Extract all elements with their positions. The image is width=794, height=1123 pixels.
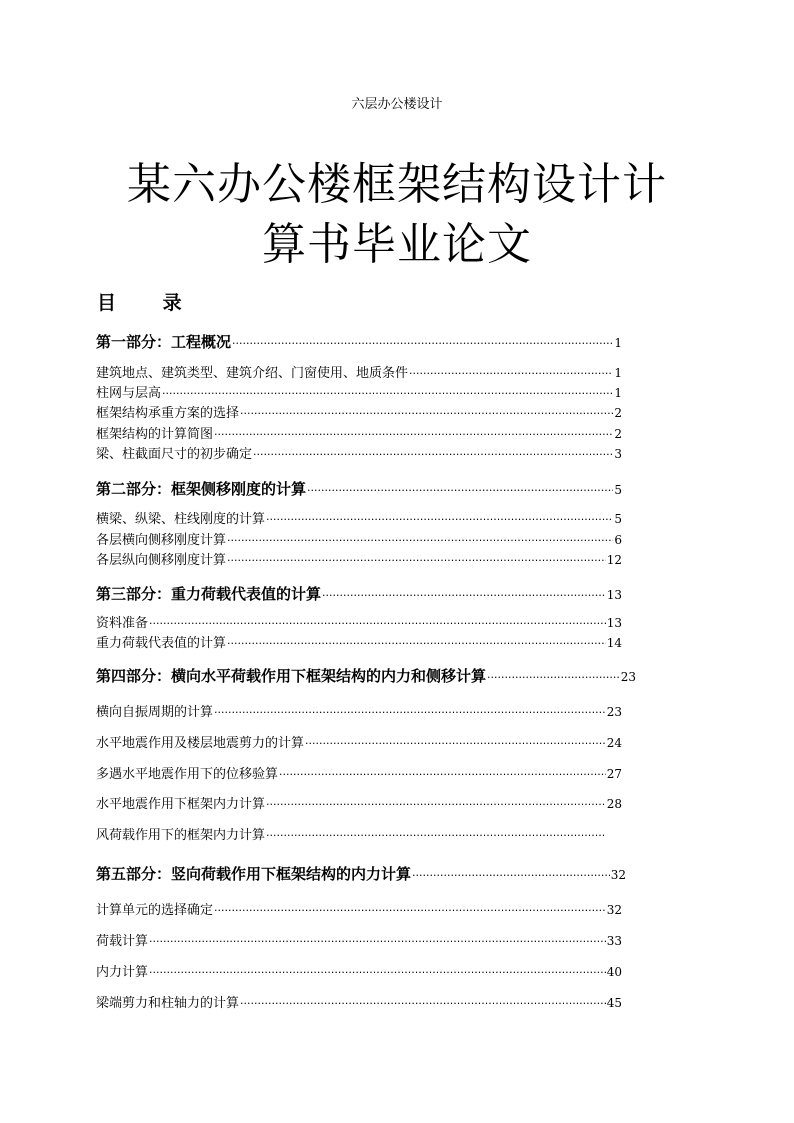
toc-entry-page-number: 45 [606, 996, 622, 1010]
toc-entry-page-number: 24 [606, 736, 622, 750]
toc-entry-label: 建筑地点、建筑类型、建筑介绍、门窗使用、地质条件 [96, 366, 409, 381]
toc-entry [96, 793, 622, 812]
dot-leader [214, 904, 606, 917]
toc-entry-label: 荷载计算 [96, 934, 149, 949]
title-line-2: 算书毕业论文 [262, 219, 532, 270]
toc-entry-page-number: 2 [614, 406, 622, 420]
toc-section-entry [96, 331, 622, 352]
toc-entry-page-number: 28 [606, 797, 622, 811]
dot-leader [149, 966, 606, 979]
toc-entry [96, 443, 622, 462]
toc-entry-label: 资料准备 [96, 616, 149, 631]
dot-leader [240, 407, 613, 420]
toc-entry [96, 632, 622, 651]
dot-leader [322, 589, 606, 602]
dot-leader [307, 484, 613, 497]
toc-entry-page-number: 3 [614, 447, 622, 461]
dot-leader [240, 997, 606, 1010]
toc-entry [96, 732, 622, 751]
toc-entry-page-number: 5 [614, 512, 622, 526]
toc-entry [96, 382, 622, 401]
toc-entry-page-number: 12 [606, 553, 622, 567]
dot-leader [227, 637, 606, 650]
toc-section-entry [96, 665, 636, 686]
toc-entry-page-number: 5 [614, 483, 622, 497]
toc-entry [96, 529, 622, 548]
dot-leader [149, 617, 606, 630]
toc-entry [96, 992, 622, 1011]
toc-entry-label: 第四部分：横向水平荷载作用下框架结构的内力和侧移计算 [96, 667, 487, 685]
dot-leader [227, 554, 606, 567]
toc-entry-label: 风荷载作用下的框架内力计算 [96, 828, 266, 843]
toc-section-entry [96, 863, 626, 884]
toc-entry-page-number: 1 [614, 366, 622, 380]
toc-entry [96, 612, 622, 631]
toc-entry [96, 763, 622, 782]
toc-entry-page-number: 40 [606, 965, 622, 979]
dot-leader [214, 428, 613, 441]
toc-entry-page-number: 2 [614, 427, 622, 441]
toc-section-entry [96, 583, 622, 604]
table-of-contents [96, 0, 636, 1123]
toc-entry [96, 423, 622, 442]
dot-leader [232, 337, 613, 350]
dot-leader [266, 798, 606, 811]
toc-entry-label: 重力荷载代表值的计算 [96, 636, 227, 651]
toc-entry-label: 横梁、纵梁、柱线刚度的计算 [96, 512, 266, 527]
dot-leader [266, 513, 613, 526]
dot-leader [214, 706, 606, 719]
toc-entry-page-number: 27 [606, 767, 622, 781]
toc-entry [96, 402, 622, 421]
dot-leader [279, 768, 606, 781]
toc-entry-page-number: 32 [606, 903, 622, 917]
toc-entry-label: 第二部分：框架侧移刚度的计算 [96, 480, 307, 498]
title-line-1: 某六办公楼框架结构设计计 [127, 159, 667, 210]
toc-entry-page-number: 23 [606, 705, 622, 719]
toc-entry-label: 柱网与层高 [96, 386, 162, 401]
toc-entry [96, 549, 622, 568]
toc-entry-label: 梁端剪力和柱轴力的计算 [96, 996, 240, 1011]
toc-entry-label: 横向自振周期的计算 [96, 705, 214, 720]
dot-leader [253, 448, 613, 461]
toc-entry-label: 第五部分：竖向荷载作用下框架结构的内力计算 [96, 865, 412, 883]
toc-entry-page-number: 23 [620, 670, 636, 684]
toc-entry-page-number: 1 [614, 336, 622, 350]
toc-entry-label: 计算单元的选择确定 [96, 903, 214, 918]
toc-section-entry [96, 478, 622, 499]
running-header: 六层办公楼设计 [351, 97, 443, 112]
toc-entry-label: 框架结构承重方案的选择 [96, 406, 240, 421]
toc-entry-label: 水平地震作用及楼层地震剪力的计算 [96, 736, 305, 751]
toc-entry-label: 多遇水平地震作用下的位移验算 [96, 767, 279, 782]
dot-leader [487, 671, 620, 684]
toc-heading: 目 录 [97, 292, 182, 314]
dot-leader [266, 829, 604, 842]
dot-leader [227, 534, 613, 547]
toc-entry-label: 水平地震作用下框架内力计算 [96, 797, 266, 812]
toc-entry-page-number: 32 [610, 868, 626, 882]
toc-entry-label: 梁、柱截面尺寸的初步确定 [96, 447, 253, 462]
toc-entry-page-number: 1 [614, 386, 622, 400]
dot-leader [412, 869, 610, 882]
dot-leader [305, 737, 606, 750]
toc-entry-label: 各层横向侧移刚度计算 [96, 533, 227, 548]
toc-entry [96, 362, 622, 381]
toc-entry-page-number: 14 [606, 636, 622, 650]
dot-leader [162, 387, 613, 400]
toc-entry-label: 各层纵向侧移刚度计算 [96, 553, 227, 568]
toc-entry [96, 930, 622, 949]
toc-entry [96, 824, 605, 843]
dot-leader [149, 935, 606, 948]
toc-entry-label: 内力计算 [96, 965, 149, 980]
toc-entry-label: 框架结构的计算简图 [96, 427, 214, 442]
toc-entry [96, 899, 622, 918]
toc-entry-page-number: 6 [614, 533, 622, 547]
toc-entry-page-number: 13 [606, 588, 622, 602]
toc-entry-label: 第一部分：工程概况 [96, 333, 232, 351]
toc-entry-label: 第三部分：重力荷载代表值的计算 [96, 585, 322, 603]
toc-entry [96, 961, 622, 980]
dot-leader [409, 367, 613, 380]
toc-entry-page-number: 13 [606, 616, 622, 630]
toc-entry-page-number: 33 [606, 934, 622, 948]
toc-entry [96, 508, 622, 527]
toc-entry [96, 701, 622, 720]
